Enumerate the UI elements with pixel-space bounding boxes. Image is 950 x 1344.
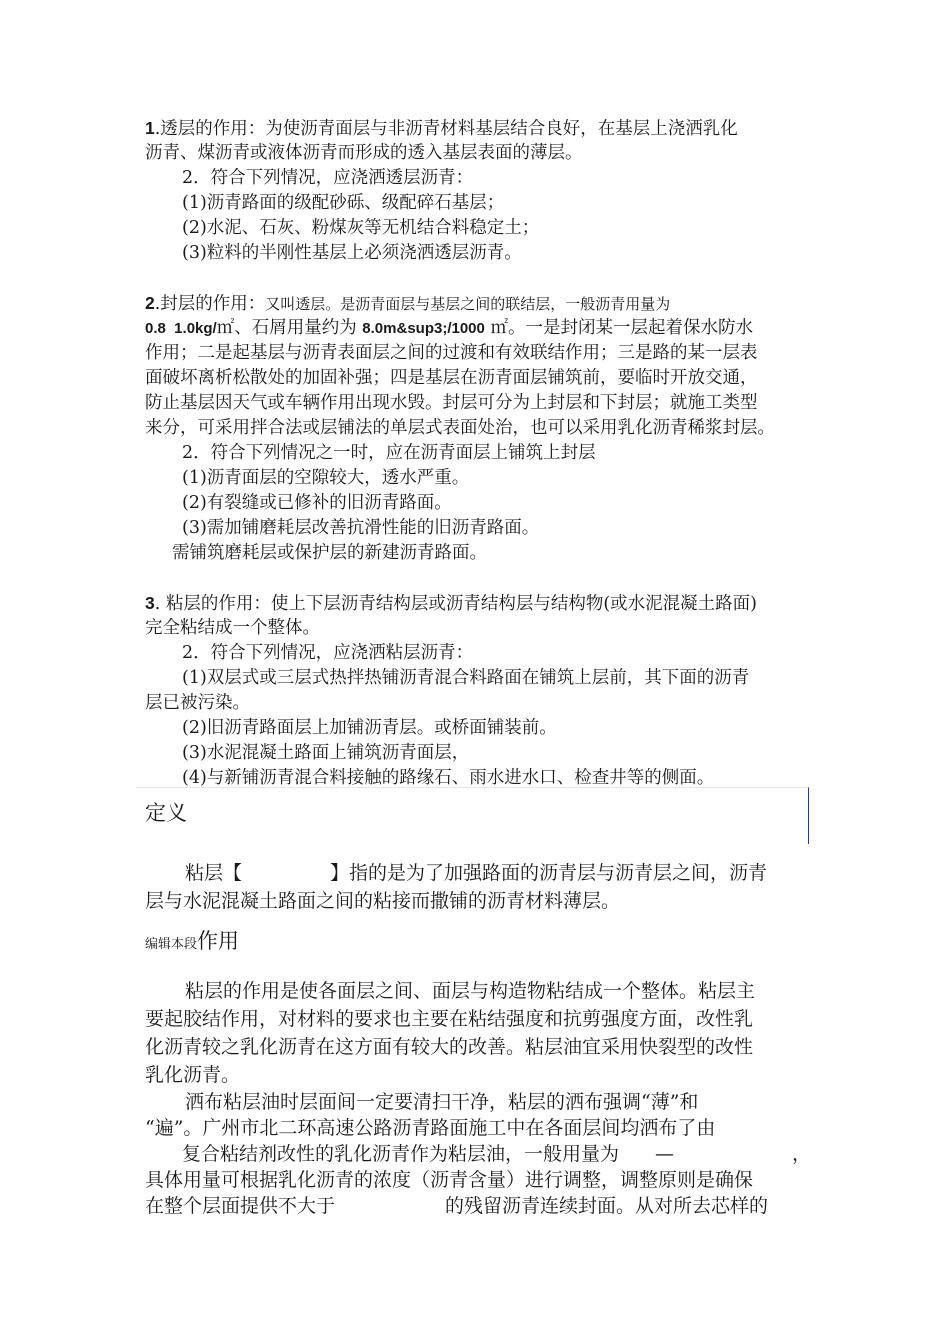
definition-para-line-1: 粘层【 】指的是为了加强路面的沥青层与沥青层之间，沥青 (185, 862, 768, 884)
section-1-item-1: (1)沥青路面的级配砂砾、级配碎石基层； (182, 193, 505, 213)
function-para-2-line-5: 在整个层面提供不大于 的残留沥青连续封面。从对所去芯样的 (145, 1195, 769, 1217)
section-2-item-4: 需铺筑磨耗层或保护层的新建沥青路面。 (172, 543, 487, 563)
section-2-condition: 2．符合下列情况之一时，应在沥青面层上铺筑上封层 (182, 443, 596, 463)
definition-box (136, 787, 809, 844)
function-para-1-line-1: 粘层的作用是使各面层之间、面层与构造物粘结成一个整体。粘层主 (185, 980, 756, 1002)
section-3-condition: 2．符合下列情况，应浇洒粘层沥青： (182, 643, 474, 663)
section-2-line-3: 作用；二是起基层与沥青表面层之间的过渡和有效联结作用；三是路的某一层表 (145, 343, 758, 363)
section-3-item-2: (2)旧沥青路面层上加铺沥青层。或桥面铺装前。 (182, 718, 557, 738)
section-3-item-1: (1)双层式或三层式热拌热铺沥青混合料路面在铺筑上层前，其下面的沥青 (182, 668, 750, 688)
function-para-1-line-2: 要起胶结作用，对材料的要求也主要在粘结强度和抗剪强度方面，改性乳 (145, 1008, 754, 1030)
function-para-2-line-1: 洒布粘层油时层面间一定要清扫干净，粘层的洒布强调“薄”和 (185, 1091, 699, 1113)
section-2-line-5: 防止基层因天气或车辆作用出现水毁。封层可分为上封层和下封层；就施工类型 (145, 393, 758, 413)
section-2-line-6: 来分，可采用拌合法或层铺法的单层式表面处治，也可以采用乳化沥青稀浆封层。 (145, 418, 775, 438)
edit-section-link[interactable]: 编辑本段 (145, 937, 198, 952)
section-3-item-1-cont: 层已被污染。 (145, 693, 250, 713)
section-3-item-3: (3)水泥混凝土路面上铺筑沥青面层， (182, 743, 470, 763)
section-1-line-2: 沥青、煤沥青或液体沥青而形成的透入基层表面的薄层。 (145, 143, 583, 163)
section-1-item-3: (3)粒料的半刚性基层上必须浇洒透层沥青。 (182, 243, 522, 263)
definition-para-line-2: 层与水泥混凝土路面之间的粘接而撒铺的沥青材料薄层。 (145, 890, 621, 912)
section-2-title: 2.封层的作用：又叫透层。是沥青面层与基层之间的联结层，一般沥青用量为 (145, 293, 671, 314)
section-3-line-2: 完全粘结成一个整体。 (145, 618, 320, 638)
section-2-item-3: (3)需加铺磨耗层改善抗滑性能的旧沥青路面。 (182, 518, 540, 538)
section-2-line-4: 面破坏离析松散处的加固补强；四是基层在沥青面层铺筑前，要临时开放交通， (145, 368, 758, 388)
function-heading-row (145, 928, 239, 958)
function-para-1-line-3: 化沥青较之乳化沥青在这方面有较大的改善。粘层油宜采用快裂型的改性 (145, 1036, 754, 1058)
function-para-1-line-4: 乳化沥青。 (145, 1064, 241, 1086)
section-1-item-2: (2)水泥、石灰、粉煤灰等无机结合料稳定土； (182, 218, 540, 238)
function-heading: 作用 (197, 929, 240, 953)
section-1-title: 1.透层的作用：为使沥青面层与非沥青材料基层结合良好，在基层上浇洒乳化 (145, 118, 738, 139)
section-2-item-1: (1)沥青面层的空隙较大，透水严重。 (182, 468, 470, 488)
section-1-condition: 2．符合下列情况，应浇洒透层沥青： (182, 168, 474, 188)
section-2-line-2: 0.8 1.0kg/㎡、石屑用量约为 8.0m&sup3;/1000 ㎡。一是封闭某一层起着保水防水 (145, 318, 753, 338)
function-para-2-line-3: 复合粘结剂改性的乳化沥青作为粘层油，一般用量为 — ， (182, 1143, 812, 1165)
section-3-title: 3. 粘层的作用：使上下层沥青结构层或沥青结构层与结构物(或水泥混凝土路面) (145, 593, 758, 614)
section-2-item-2: (2)有裂缝或已修补的旧沥青路面。 (182, 493, 452, 513)
function-para-2-line-2: “遍”。广州市北二环高速公路沥青路面施工中在各面层间均洒布了由 (145, 1117, 716, 1139)
section-3-item-4: (4)与新铺沥青混合料接触的路缘石、雨水进水口、检查井等的侧面。 (182, 768, 715, 788)
definition-heading: 定义 (145, 801, 187, 825)
function-para-2-line-4: 具体用量可根据乳化沥青的浓度（沥青含量）进行调整，调整原则是确保 (145, 1169, 754, 1191)
